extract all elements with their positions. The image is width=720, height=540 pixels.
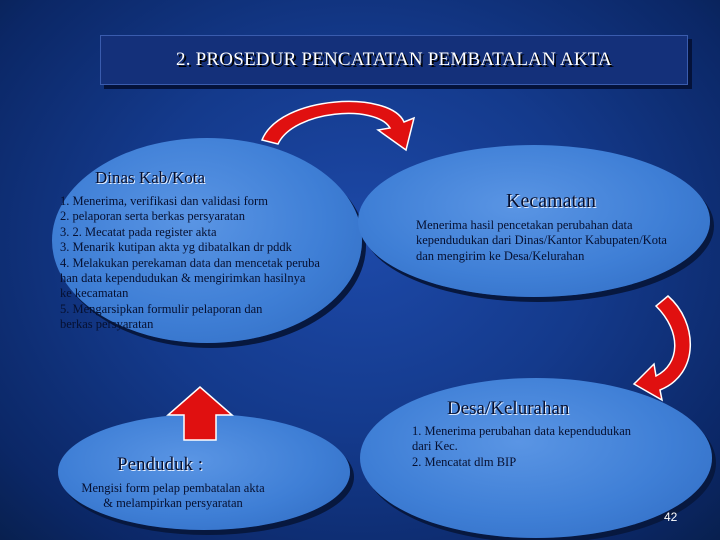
list-item: dan mengirim ke Desa/Kelurahan [416, 248, 585, 263]
desa-title: Desa/Kelurahan [447, 398, 570, 419]
list-item: 4. Melakukan perekaman data dan mencetak peruba [60, 255, 320, 270]
dinas-task-list [60, 194, 320, 333]
list-item: 2. Mencatat dlm BIP [412, 454, 517, 469]
arrow-dinas-to-kecamatan [262, 101, 414, 150]
list-item: berkas persyaratan [60, 317, 154, 332]
list-item: 5. Mengarsipkan formulir pelaporan dan [60, 301, 263, 316]
list-item: kependudukan dari Dinas/Kantor Kabupaten/Kota [416, 233, 667, 248]
penduduk-title: Penduduk : [117, 454, 204, 475]
list-item: 3. 2. Mecatat pada register akta [60, 224, 217, 239]
list-item: 3. Menarik kutipan akta yg dibatalkan dr pddk [60, 240, 292, 255]
desa-task-list [412, 424, 631, 470]
list-item: dari Kec. [412, 439, 458, 454]
kecamatan-task-list [416, 218, 667, 264]
list-item: Menerima hasil pencetakan perubahan data [416, 218, 633, 232]
page-number: 42 [664, 510, 678, 524]
list-item: ke kecamatan [60, 286, 129, 301]
penduduk-task-list [68, 481, 278, 512]
arrow-penduduk-to-dinas [168, 387, 232, 440]
kecamatan-title: Kecamatan [506, 190, 596, 212]
list-item: Mengisi form pelap pembatalan akta [81, 481, 265, 495]
page-title: 2. PROSEDUR PENCATATAN PEMBATALAN AKTA [176, 49, 612, 70]
arrow-kecamatan-to-desa [634, 296, 690, 400]
list-item: & melampirkan persyaratan [103, 496, 243, 511]
list-item: 1. Menerima perubahan data kependudukan [412, 424, 632, 438]
dinas-title: Dinas Kab/Kota [95, 168, 206, 187]
list-item: 1. Menerima, verifikasi dan validasi form [60, 194, 268, 208]
list-item: 2. pelaporan serta berkas persyaratan [60, 209, 245, 224]
list-item: han data kependudukan & mengirimkan hasilnya [60, 271, 306, 286]
